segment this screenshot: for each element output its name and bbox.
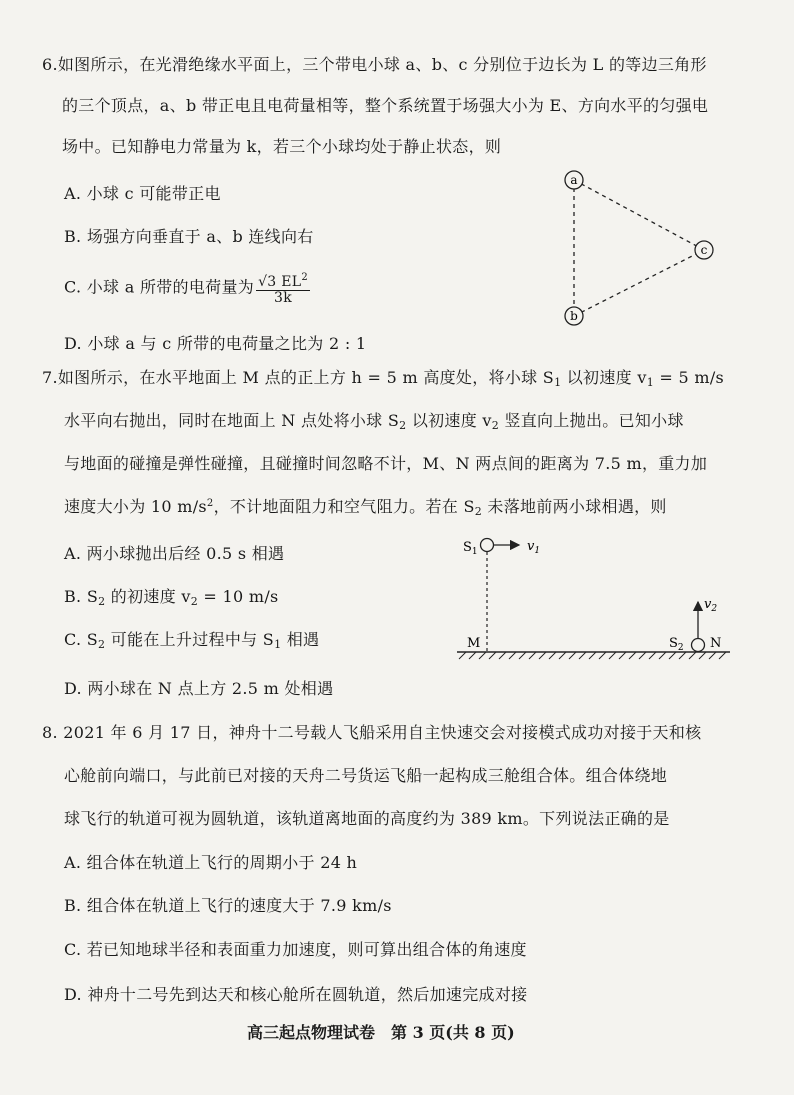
q7-l4-part: 未落地前两小球相遇，则 [482,497,667,516]
q6-option-b: B. 场强方向垂直于 a、b 连线向右 [64,227,314,246]
q6-triangle-figure [556,166,726,336]
q7-l2-part: 竖直向上抛出。已知小球 [499,411,684,430]
q7-l2-part: 以初速度 v [406,411,492,430]
charge-fraction [256,270,310,306]
edge-ac [574,180,704,250]
q7-stem-line-2 [64,408,684,432]
q7-optb-part: = 10 m/s [198,587,279,606]
subscript: 2 [399,419,407,432]
q7-l1-part: = 5 m/s [654,368,725,387]
q6-stem-line-2: 的三个顶点，a、b 带正电且电荷量相等，整个系统置于场强大小为 E、方向水平的匀强电 [62,96,709,115]
q7-optb-part: 的初速度 v [105,587,191,606]
q8-option-a: A. 组合体在轨道上飞行的周期小于 24 h [64,853,358,872]
q6-stem-line-3: 场中。已知静电力常量为 k，若三个小球均处于静止状态，则 [62,137,502,156]
q6-option-a: A. 小球 c 可能带正电 [64,184,221,203]
label-a: a [570,173,578,187]
label-v1: $v_1$ [527,539,541,556]
q7-option-d: D. 两小球在 N 点上方 2.5 m 处相遇 [64,679,334,698]
q7-option-c [64,627,319,651]
q8-option-b: B. 组合体在轨道上飞行的速度大于 7.9 km/s [64,896,392,915]
q7-optc-part: 相遇 [281,630,320,649]
ball-s1 [481,539,494,552]
q6-option-c [64,270,310,306]
q7-l4-part: 速度大小为 10 m/s [64,497,207,516]
q8-option-d: D. 神舟十二号先到达天和核心舱所在圆轨道，然后加速完成对接 [64,985,528,1004]
q8-stem-line-2: 心舱前向端口，与此前已对接的天舟二号货运飞船一起构成三舱组合体。组合体绕地 [64,766,668,785]
q7-l1-part: 7.如图所示，在水平地面上 M 点的正上方 h = 5 m 高度处，将小球 S [42,368,555,387]
q7-optc-part: 可能在上升过程中与 S [105,630,275,649]
subscript: 2 [98,638,106,651]
fraction-numerator-exponent: 2 [301,272,309,283]
subscript: 1 [554,376,562,389]
label-b: b [570,309,578,323]
q7-projectile-figure [455,530,735,665]
q6-option-c-text: C. 小球 a 所带的电荷量为 [64,277,255,297]
q6-option-d: D. 小球 a 与 c 所带的电荷量之比为 2 : 1 [64,334,367,353]
label-s2: $S_2$ [669,636,684,653]
label-s1: $S_1$ [463,540,478,557]
fraction-numerator: √3 EL [258,274,302,290]
label-n: N [710,636,722,651]
subscript: 1 [274,638,282,651]
subscript: 2 [491,419,500,432]
subscript: 1 [646,376,654,389]
ball-s2 [692,639,705,652]
q7-stem-line-4 [64,494,667,518]
subscript: 2 [474,505,483,518]
q7-optb-part: B. S [64,587,99,606]
edge-bc [574,250,704,316]
label-v2: $v_2$ [704,597,718,614]
q6-stem-line-1: 6.如图所示，在光滑绝缘水平面上，三个带电小球 a、b、c 分别位于边长为 L 的等边三角形 [42,55,707,74]
q7-option-b [64,584,279,608]
q8-option-c: C. 若已知地球半径和表面重力加速度，则可算出组合体的角速度 [64,940,527,959]
q8-stem-line-3: 球飞行的轨道可视为圆轨道，该轨道离地面的高度约为 389 km。下列说法正确的是 [64,809,670,828]
q7-l2-part: 水平向右抛出，同时在地面上 N 点处将小球 S [64,411,400,430]
fraction-denominator: 3k [274,290,293,306]
q7-stem-line-1 [42,365,724,389]
label-m: M [467,636,481,651]
ground-hatching [459,652,726,659]
q7-l1-part: 以初速度 v [561,368,647,387]
q7-option-a: A. 两小球抛出后经 0.5 s 相遇 [64,544,285,563]
label-c: c [700,243,708,257]
q7-optc-part: C. S [64,630,99,649]
page-footer: 高三起点物理试卷 第 3 页(共 8 页) [247,1023,515,1042]
superscript: 2 [206,498,214,509]
subscript: 2 [190,595,199,608]
q7-l4-part: ，不计地面阻力和空气阻力。若在 S [213,497,475,516]
subscript: 2 [98,595,106,608]
q8-stem-line-1: 8. 2021 年 6 月 17 日，神舟十二号载人飞船采用自主快速交会对接模式成功对接于天和核 [42,723,702,742]
q7-stem-line-3: 与地面的碰撞是弹性碰撞，且碰撞时间忽略不计，M、N 两点间的距离为 7.5 m，重力加 [64,454,708,473]
